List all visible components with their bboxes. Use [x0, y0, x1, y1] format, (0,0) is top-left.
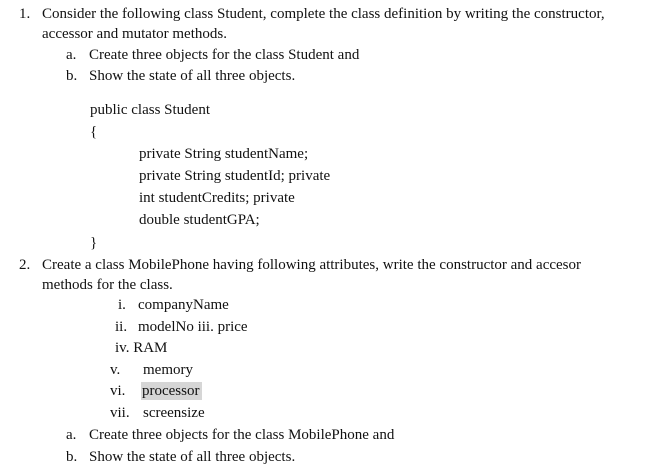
code-line-4: double studentGPA;: [139, 212, 260, 228]
q1-item-a-text: Create three objects for the class Student and: [89, 47, 360, 63]
q1-number: 1.: [19, 6, 31, 22]
q1-text-line1: Consider the following class Student, complete the class definition by writing the constructor,: [42, 6, 605, 22]
q1-item-b-marker: b.: [66, 68, 78, 84]
q2-attr-v-marker: v.: [110, 362, 121, 378]
q2-attr-v-text: memory: [143, 362, 193, 378]
code-line-3: int studentCredits; private: [139, 190, 295, 206]
q2-attr-vi-text: processor: [141, 382, 202, 400]
q2-attr-vii-marker: vii.: [110, 405, 130, 421]
q2-item-b-marker: b.: [66, 449, 78, 465]
q2-attr-i-text: companyName: [138, 297, 229, 313]
q2-item-a-marker: a.: [66, 427, 77, 443]
q2-text-line2: methods for the class.: [42, 277, 173, 293]
q2-attr-iv: iv. RAM: [115, 340, 168, 356]
q2-attr-vii-text: screensize: [143, 405, 205, 421]
q2-attr-i-marker: i.: [118, 297, 126, 313]
q2-attr-ii-text: modelNo iii. price: [138, 319, 248, 335]
code-class-header: public class Student: [90, 102, 210, 118]
code-close-brace: }: [90, 235, 98, 251]
q2-item-b-text: Show the state of all three objects.: [89, 449, 296, 465]
code-open-brace: {: [90, 124, 98, 140]
q2-text-line1: Create a class MobilePhone having following attributes, write the constructor and accesor: [42, 257, 582, 273]
q2-attr-vi-highlight: [141, 383, 202, 400]
q2-number: 2.: [19, 257, 31, 273]
q2-item-a-text: Create three objects for the class MobilePhone and: [89, 427, 395, 443]
code-line-2: private String studentId; private: [139, 168, 331, 184]
q1-item-a-marker: a.: [66, 47, 77, 63]
code-line-1: private String studentName;: [139, 146, 309, 162]
q1-item-b-text: Show the state of all three objects.: [89, 68, 296, 84]
q2-attr-ii-marker: ii.: [115, 319, 128, 335]
q1-text-line2: accessor and mutator methods.: [42, 26, 227, 42]
q2-attr-vi-marker: vi.: [110, 383, 126, 399]
